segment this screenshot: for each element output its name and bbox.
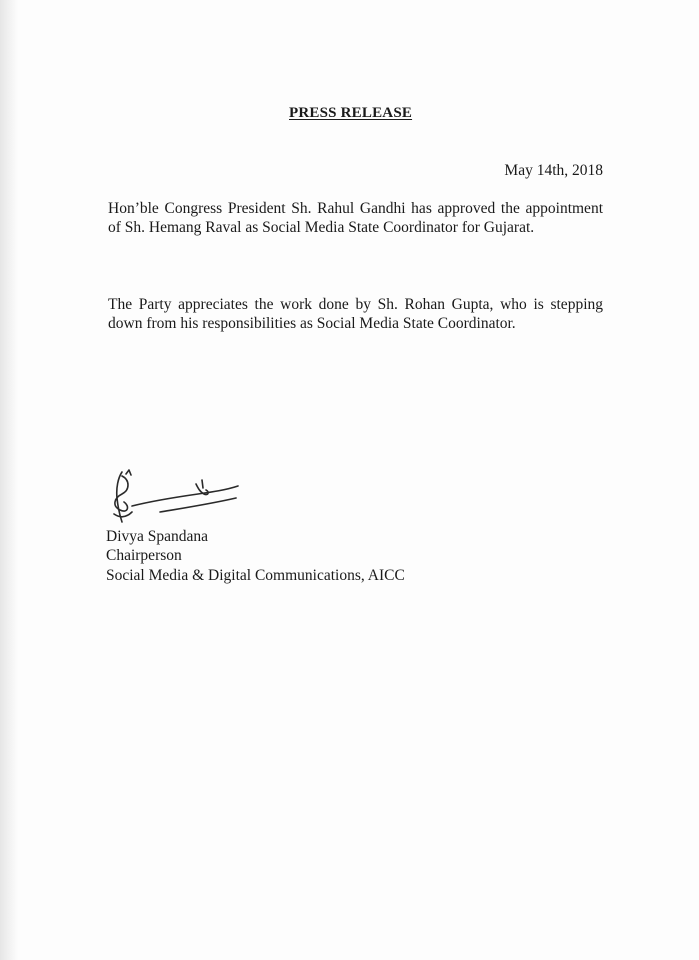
signatory-block <box>106 527 405 585</box>
page-edge-shadow <box>0 0 18 960</box>
signatory-name: Divya Spandana <box>106 528 209 545</box>
signatory-designation: Chairperson <box>106 547 182 565</box>
announcement-paragraph: Hon’ble Congress President Sh. Rahul Gandhi has approved the appointment of Sh. Hemang Raval as Social Media State Coordinator for Gujarat. <box>108 200 603 236</box>
release-date: May 14th, 2018 <box>504 162 603 179</box>
document-title: PRESS RELEASE <box>289 105 413 121</box>
appreciation-paragraph: The Party appreciates the work done by Sh. Rohan Gupta, who is stepping down from his responsibilities as Social Media State Coordinator. <box>108 296 603 332</box>
signatory-organization: Social Media & Digital Communications, AICC <box>106 566 405 584</box>
handwritten-signature <box>100 466 250 528</box>
